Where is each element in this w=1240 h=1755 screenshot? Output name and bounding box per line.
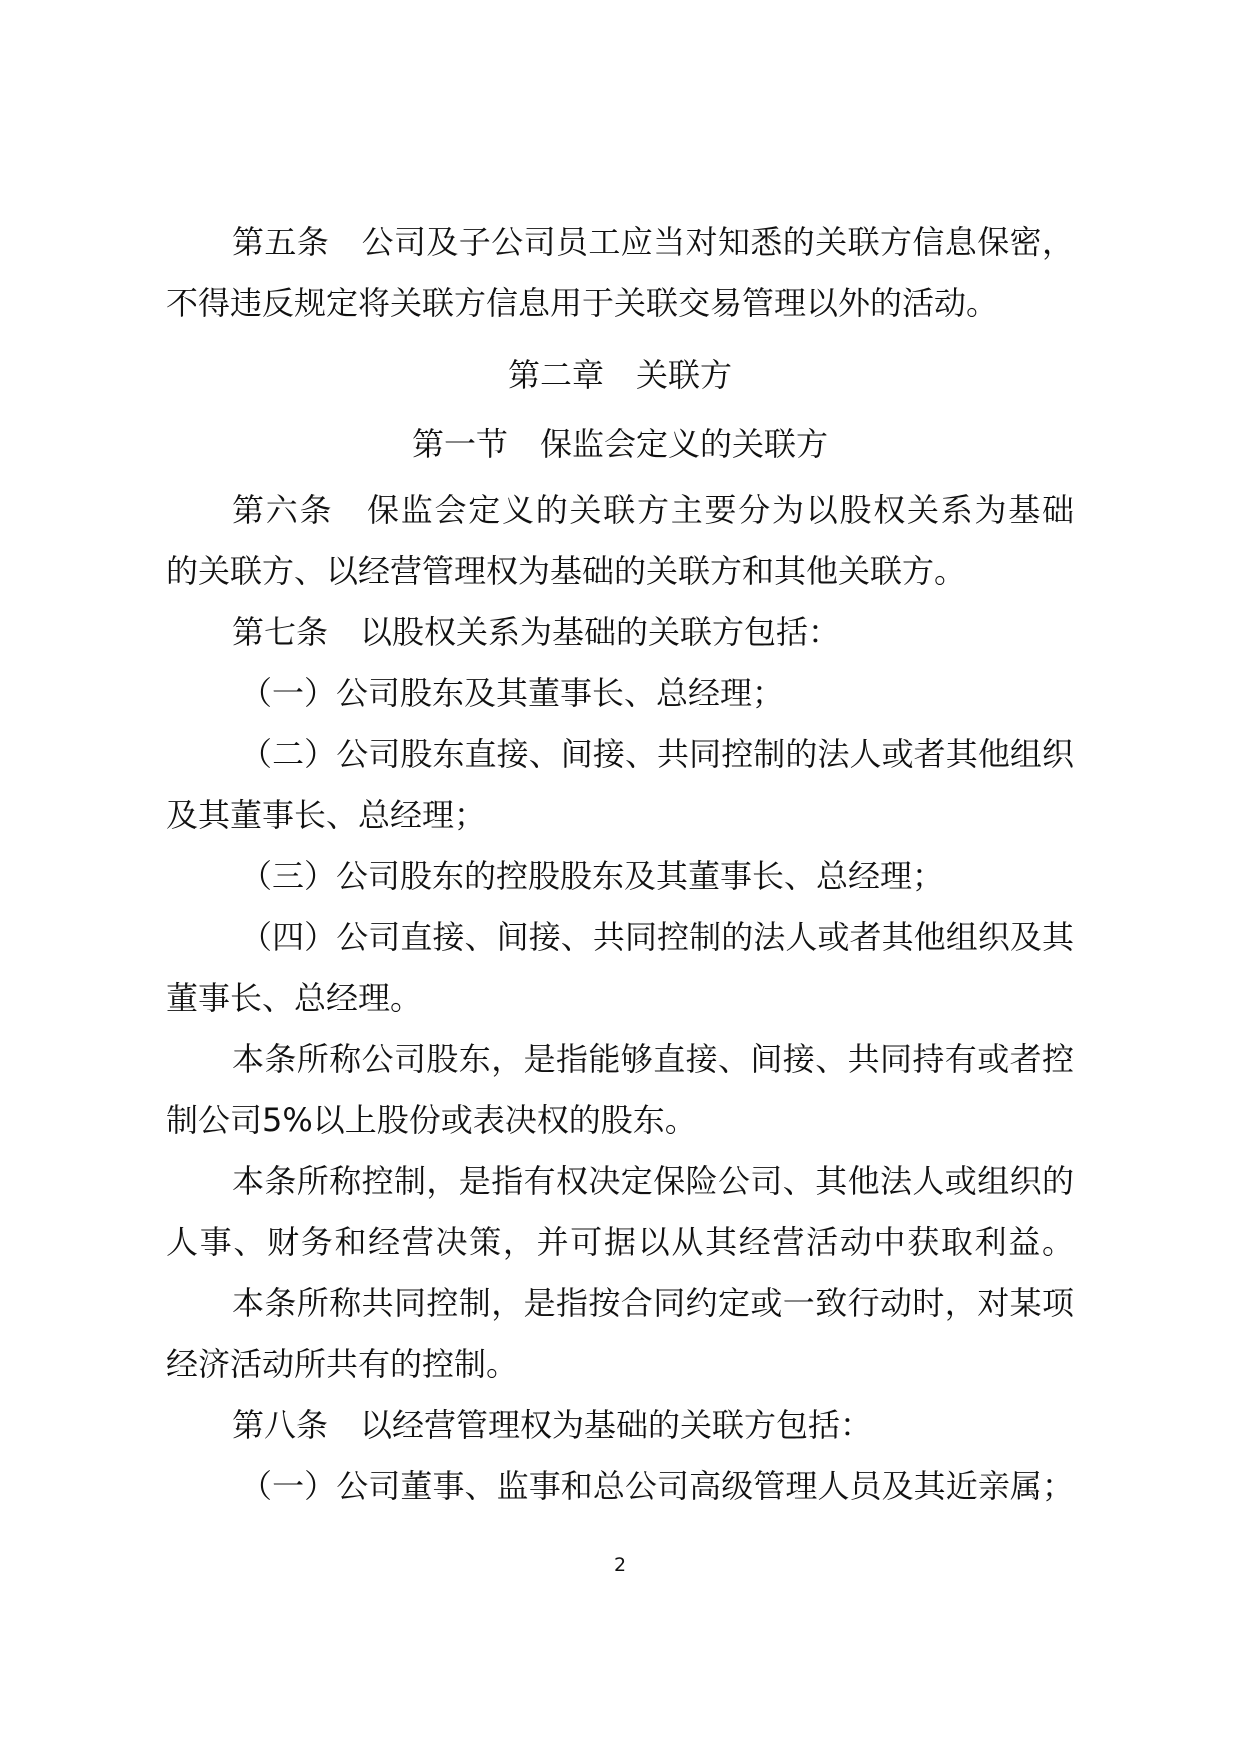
joint-control-definition-line-1: 本条所称共同控制，是指按合同约定或一致行动时，对某项 <box>232 1284 1075 1322</box>
article-7-item-2-line-1: （二）公司股东直接、间接、共同控制的法人或者其他组织 <box>240 735 1075 773</box>
article-7-item-1: （一）公司股东及其董事长、总经理； <box>240 674 785 712</box>
article-5-line-1: 第五条 公司及子公司员工应当对知悉的关联方信息保密， <box>232 223 1075 261</box>
article-7-item-4-line-2: 董事长、总经理。 <box>166 979 423 1017</box>
page-number: 2 <box>613 1554 627 1576</box>
article-6-line-1: 第六条 保监会定义的关联方主要分为以股权关系为基础 <box>232 491 1076 529</box>
article-7-item-3: （三）公司股东的控股股东及其董事长、总经理； <box>240 857 945 895</box>
article-7-item-4-line-1: （四）公司直接、间接、共同控制的法人或者其他组织及其 <box>240 918 1075 956</box>
article-5-line-2: 不得违反规定将关联方信息用于关联交易管理以外的活动。 <box>166 284 999 322</box>
article-7-item-2-line-2: 及其董事长、总经理； <box>166 796 487 834</box>
control-definition-line-2: 人事、财务和经营决策，并可据以从其经营活动中获取利益。 <box>166 1223 1076 1261</box>
article-7-heading: 第七条 以股权关系为基础的关联方包括： <box>232 613 841 651</box>
article-8-item-1: （一）公司董事、监事和总公司高级管理人员及其近亲属； <box>240 1467 1075 1505</box>
shareholder-definition-line-2: 制公司5%以上股份或表决权的股东。 <box>166 1101 697 1139</box>
joint-control-definition-line-2: 经济活动所共有的控制。 <box>166 1345 519 1383</box>
control-definition-line-1: 本条所称控制，是指有权决定保险公司、其他法人或组织的 <box>232 1162 1075 1200</box>
chapter-heading: 第二章 关联方 <box>507 356 732 394</box>
article-6-line-2: 的关联方、以经营管理权为基础的关联方和其他关联方。 <box>166 552 967 590</box>
section-heading: 第一节 保监会定义的关联方 <box>411 425 828 463</box>
shareholder-definition-line-1: 本条所称公司股东，是指能够直接、间接、共同持有或者控 <box>232 1040 1075 1078</box>
article-8-heading: 第八条 以经营管理权为基础的关联方包括： <box>232 1406 873 1444</box>
